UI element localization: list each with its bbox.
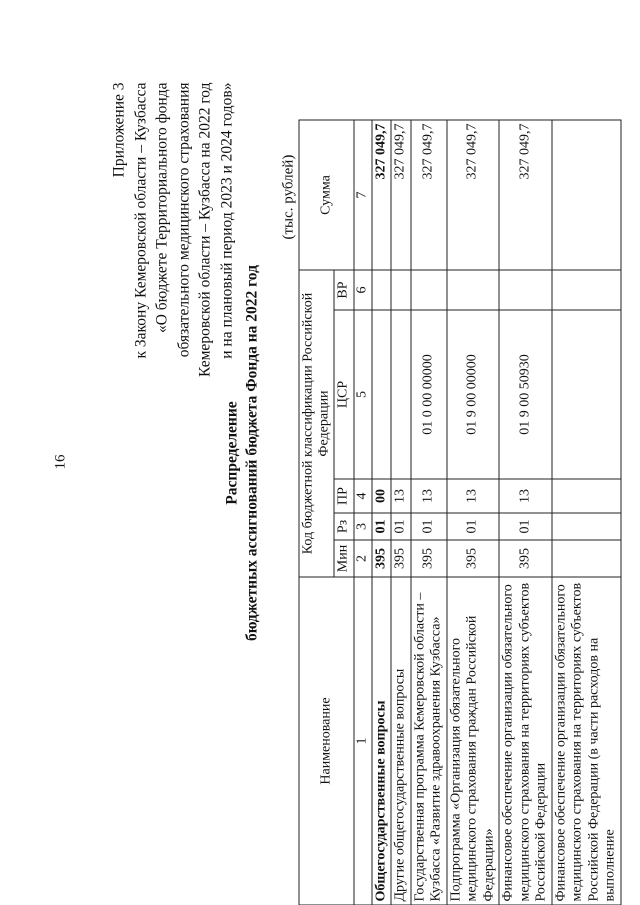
row-name: Государственная программа Кемеровской области – Кузбасса «Развитие здравоохранения Кузбасса»	[410, 577, 446, 905]
row-vr	[499, 270, 552, 310]
title-line-2: бюджетных ассигнований бюджета Фонда на 2022 год	[243, 264, 260, 641]
row-vr	[410, 270, 446, 310]
row-csr: 01 9 00 00000	[446, 310, 499, 479]
row-name: Подпрограмма «Организация обязательного медицинского страхования граждан Российской Федерации»	[446, 577, 499, 905]
header-code-group: Код бюджетной классификации Российской Федерации	[299, 270, 334, 577]
appendix-line: обязательного медицинского страхования	[174, 82, 192, 357]
header-csr: ЦСР	[334, 310, 354, 479]
table-row	[499, 120, 552, 905]
row-min: 395	[446, 540, 499, 577]
row-csr: 01 0 00 00000	[410, 310, 446, 479]
row-pr: 13	[410, 479, 446, 513]
column-number: 7	[354, 120, 372, 270]
appendix-line: «О бюджете Территориального фонда	[153, 82, 170, 333]
row-pr: 00	[371, 479, 391, 513]
column-number: 3	[354, 513, 372, 540]
row-min	[551, 540, 620, 577]
row-csr	[551, 310, 620, 479]
column-number: 1	[354, 577, 372, 905]
header-rz: Рз	[334, 513, 354, 540]
table-row	[446, 120, 499, 905]
row-sum	[551, 120, 620, 270]
row-vr	[371, 270, 391, 310]
column-number: 6	[354, 270, 372, 310]
column-number: 5	[354, 310, 372, 479]
row-pr: 13	[499, 479, 552, 513]
row-vr	[391, 270, 411, 310]
row-min: 395	[410, 540, 446, 577]
table-row	[391, 120, 411, 905]
header-pr: ПР	[334, 479, 354, 513]
row-pr: 13	[391, 479, 411, 513]
column-number-row	[354, 120, 372, 905]
row-sum: 327 049,7	[499, 120, 552, 270]
row-sum: 327 049,7	[371, 120, 391, 270]
row-min: 395	[371, 540, 391, 577]
row-name: Другие общегосударственные вопросы	[391, 577, 411, 905]
table-row	[371, 120, 391, 905]
row-rz: 01	[410, 513, 446, 540]
row-rz: 01	[499, 513, 552, 540]
row-min: 395	[499, 540, 552, 577]
appendix-header	[108, 82, 237, 377]
header-name: Наименование	[299, 577, 354, 905]
appendix-line: и на плановый период 2023 и 2024 годов»	[217, 82, 235, 359]
row-name: Общегосударственные вопросы	[371, 577, 391, 905]
row-vr	[446, 270, 499, 310]
row-pr	[551, 479, 620, 513]
appendix-line: Приложение 3	[110, 82, 127, 177]
units-note: (тыс. рублей)	[280, 154, 296, 239]
row-name: Финансовое обеспечение организации обязательного медицинского страхования на территориях субъектов Российской Федерации (в части расходов на выполнение	[551, 577, 620, 905]
header-min: Мин	[334, 540, 354, 577]
title-line-1: Распределение	[223, 400, 240, 505]
table-row	[410, 120, 446, 905]
column-number: 4	[354, 479, 372, 513]
row-sum: 327 049,7	[446, 120, 499, 270]
row-pr: 13	[446, 479, 499, 513]
document-title	[222, 0, 262, 905]
row-rz: 01	[391, 513, 411, 540]
row-sum: 327 049,7	[391, 120, 411, 270]
row-vr	[551, 270, 620, 310]
column-number: 2	[354, 540, 372, 577]
header-vr: ВР	[334, 270, 354, 310]
row-rz: 01	[371, 513, 391, 540]
table-row	[551, 120, 620, 905]
row-min: 395	[391, 540, 411, 577]
row-csr	[391, 310, 411, 479]
header-sum: Сумма	[299, 120, 354, 270]
budget-table	[298, 119, 621, 905]
row-rz	[551, 513, 620, 540]
page-number: 16	[52, 454, 68, 469]
appendix-line: Кемеровской области – Кузбасса на 2022 год	[196, 82, 213, 377]
row-csr	[371, 310, 391, 479]
row-csr: 01 9 00 50930	[499, 310, 552, 479]
row-sum: 327 049,7	[410, 120, 446, 270]
row-name: Финансовое обеспечение организации обязательного медицинского страхования на территориях субъектов Российской Федерации	[499, 577, 552, 905]
appendix-line: к Закону Кемеровской области – Кузбасса	[131, 82, 149, 359]
row-rz: 01	[446, 513, 499, 540]
